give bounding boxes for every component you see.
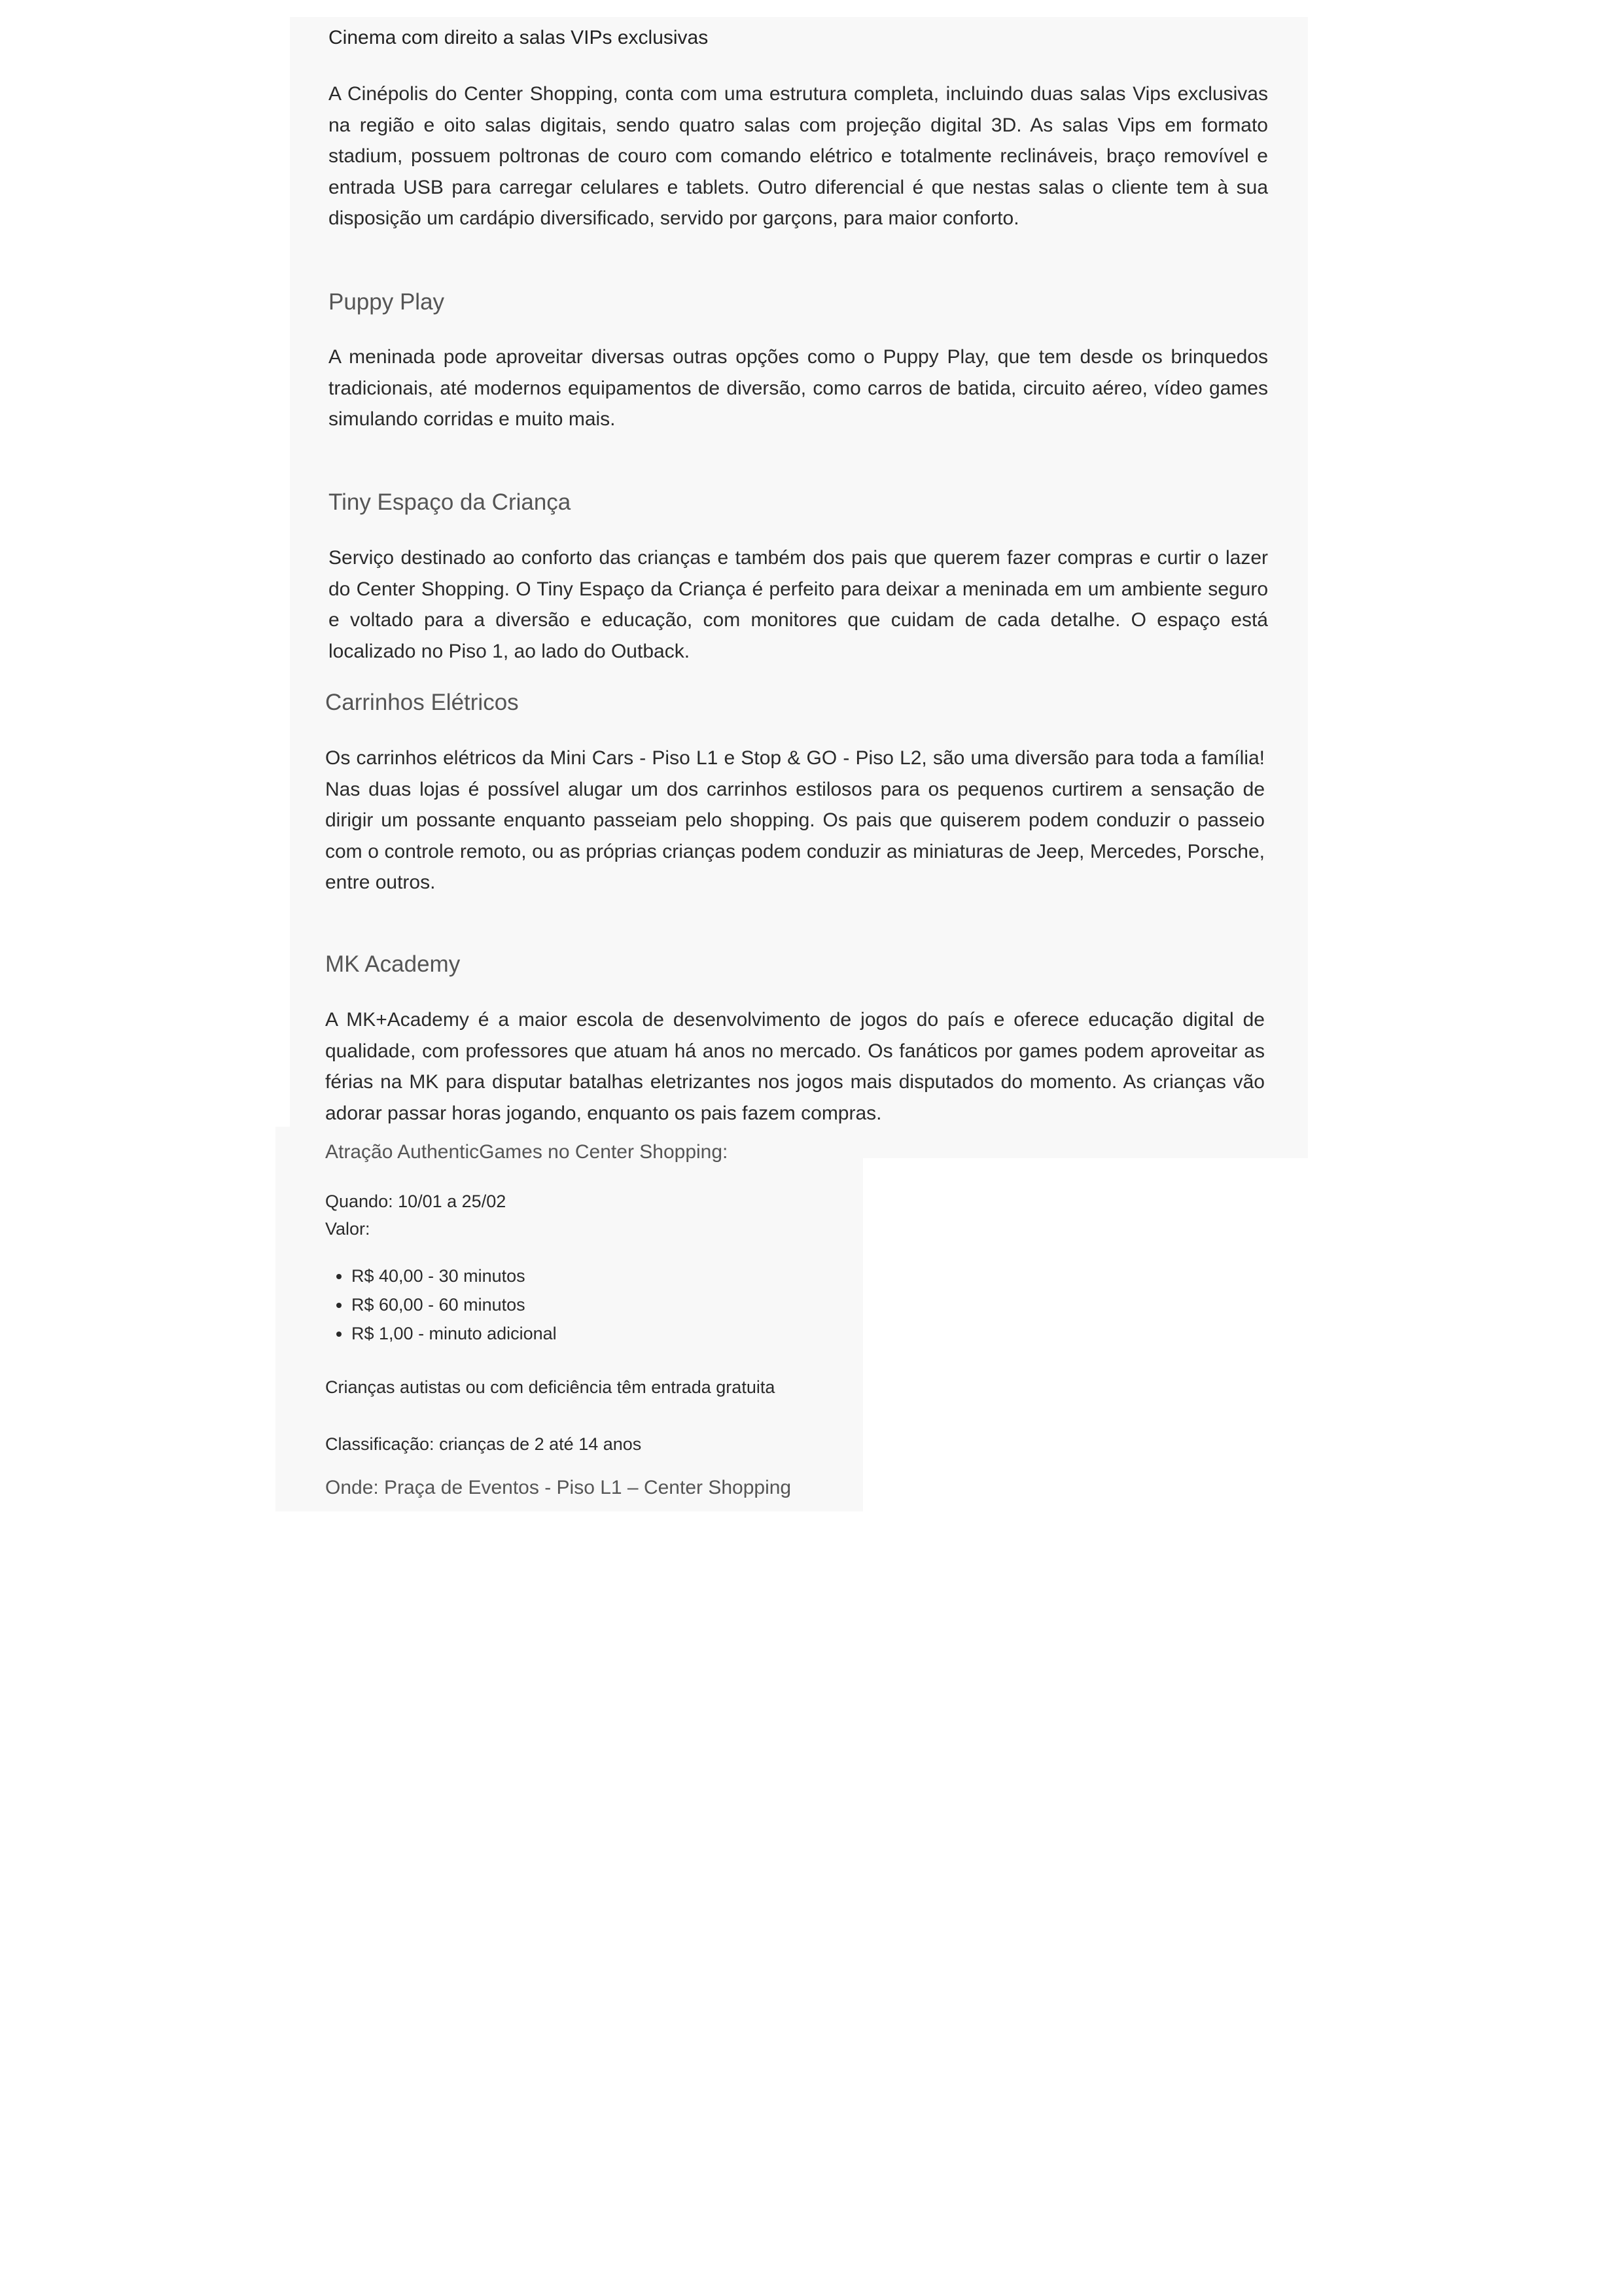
tiny-body-block [328, 542, 1268, 667]
cinema-body: A Cinépolis do Center Shopping, conta com uma estrutura completa, incluindo duas salas Vips exclusivas na região e oito salas digitais, sendo quatro salas com projeção digital 3D. As salas Vips em formato stadium, possuem poltronas de couro com comando elétrico e totalmente reclináveis, braço removível e entrada USB para carregar celulares e tablets. Outro diferencial é que nestas salas o cliente tem à sua disposição um cardápio diversificado, servido por garçons, para maior conforto. [328, 83, 1268, 230]
puppy-play-body: A meninada pode aproveitar diversas outras opções como o Puppy Play, que tem desde os brinquedos tradicionais, até modernos equipamentos de diversão, como carros de batida, circuito aéreo, vídeo games simulando corridas e muito mais. [328, 346, 1268, 431]
event-value-label: Valor: [325, 1219, 370, 1239]
classification-block [325, 1430, 862, 1458]
mk-heading: MK Academy [325, 951, 461, 977]
puppy-play-section [328, 288, 1268, 317]
carrinhos-body: Os carrinhos elétricos da Mini Cars - Piso L1 e Stop & GO - Piso L2, são uma diversão para toda a família! Nas duas lojas é possível alugar um dos carrinhos estilosos para os pequenos curtirem a sensação de dirigir um possante enquanto passeiam pelo shopping. Os pais que quiserem podem conduzir o passeio com o controle remoto, ou as próprias crianças podem conduzir as miniaturas de Jeep, Mercedes, Porsche, entre outros. [325, 747, 1265, 894]
event-details [325, 1188, 862, 1243]
carrinhos-heading: Carrinhos Elétricos [325, 690, 519, 715]
event-title: Atração AuthenticGames no Center Shopping: [325, 1141, 728, 1163]
mk-body-block [325, 1004, 1265, 1129]
tiny-body: Serviço destinado ao conforto das crianças e também dos pais que querem fazer compras e curtir o lazer do Center Shopping. O Tiny Espaço da Criança é perfeito para deixar a meninada em um ambiente seguro e voltado para a diversão e educação, com monitores que cuidam de cada detalhe. O espaço está localizado no Piso 1, ao lado do Outback. [328, 547, 1268, 662]
carrinhos-body-block [325, 743, 1265, 898]
puppy-play-body-block [328, 342, 1268, 435]
price-item: • R$ 40,00 - 30 minutos [351, 1262, 862, 1290]
price-item: • R$ 1,00 - minuto adicional [351, 1319, 862, 1348]
where-block [325, 1475, 862, 1501]
tiny-heading: Tiny Espaço da Criança [328, 489, 571, 515]
tiny-section [328, 488, 1268, 517]
event-where: Onde: Praça de Eventos - Piso L1 – Center Shopping [325, 1477, 792, 1498]
cinema-lead: Cinema com direito a salas VIPs exclusivas [328, 27, 709, 48]
mk-body: A MK+Academy é a maior escola de desenvolvimento de jogos do país e oferece educação digital de qualidade, com professores que atuam há anos no mercado. Os fanáticos por games podem aproveitar as férias na MK para disputar batalhas eletrizantes nos jogos mais disputados do momento. As crianças vão adorar passar horas jogando, enquanto os pais fazem compras. [325, 1009, 1265, 1124]
cinema-section [328, 25, 1268, 51]
price-item: • R$ 60,00 - 60 minutos [351, 1290, 862, 1319]
event-when: Quando: 10/01 a 25/02 [325, 1192, 506, 1211]
free-entry-block [325, 1373, 862, 1401]
mk-section [325, 950, 1265, 979]
carrinhos-section [325, 688, 1265, 717]
price-list [325, 1262, 862, 1348]
cinema-body-block [328, 79, 1268, 234]
event-info [325, 1139, 862, 1165]
price-list-block [325, 1262, 862, 1348]
free-entry-note: Crianças autistas ou com deficiência têm entrada gratuita [325, 1377, 775, 1397]
puppy-play-heading: Puppy Play [328, 289, 445, 315]
classification-note: Classificação: crianças de 2 até 14 anos [325, 1434, 642, 1454]
